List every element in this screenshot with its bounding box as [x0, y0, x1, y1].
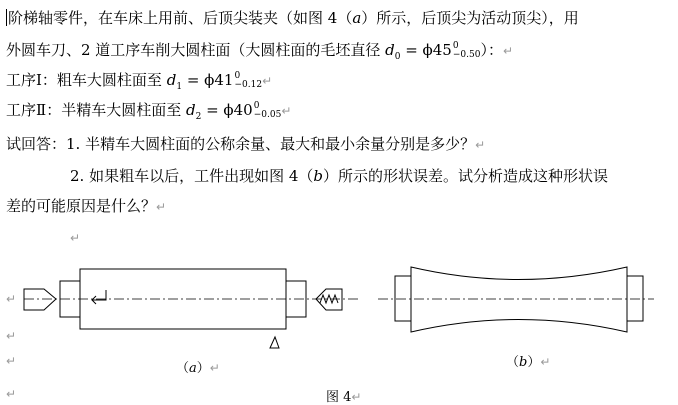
caption-b: （b）↵	[506, 355, 551, 370]
paragraph-mark: ↵	[475, 138, 486, 152]
question-2-part-c: ）所示的形状误差。试分析造成这种形状误	[323, 167, 609, 185]
var-d2: d	[185, 101, 196, 119]
tol-upper: 0	[253, 101, 260, 111]
rear-live-center	[316, 289, 342, 310]
op2-label: 工序Ⅱ：半精车大圆柱面至	[6, 101, 186, 119]
paragraph-mark: ↵	[6, 387, 17, 401]
question-2-part-a: 2. 如果粗车以后，工件出现如图 4（	[70, 167, 314, 185]
b-right-step	[627, 276, 643, 321]
paragraph-mark: ↵	[262, 74, 273, 88]
sub-0: 0	[394, 52, 401, 62]
paragraph-text-tail: ）所示，后顶尖为活动顶尖），用	[361, 9, 579, 27]
paragraph-mark: ↵	[502, 44, 514, 58]
op1-label: 工序Ⅰ：粗车大圆柱面至	[6, 71, 167, 89]
colon: ）：	[480, 41, 503, 59]
paragraph-mark: ↵	[156, 200, 167, 214]
paragraph-mark: ↵	[6, 292, 17, 306]
op2-value: = ϕ40	[201, 101, 253, 119]
var-d1: d	[166, 71, 177, 89]
paragraph-mark: ↵	[281, 104, 292, 118]
b-barrel-shape	[411, 267, 627, 332]
tol-upper: 0	[452, 41, 459, 51]
figure-ref-b: b	[313, 167, 324, 185]
tol-upper: 0	[234, 71, 241, 81]
tol-lower: −0.12	[234, 80, 263, 90]
figure-b-shaft	[395, 267, 643, 332]
var-d0: d	[385, 41, 395, 59]
paragraph-mark: ↵	[70, 231, 81, 245]
paragraph-mark: ↵	[6, 329, 17, 343]
question-2-end: 差的可能原因是什么？	[6, 197, 157, 215]
figure-a-shaft	[24, 269, 342, 348]
question-1: 试回答：1. 半精车大圆柱面的公称余量、最大和最小余量分别是多少？	[6, 135, 476, 153]
b-left-step	[395, 276, 411, 321]
sub-1: 1	[176, 82, 183, 92]
paragraph-mark: ↵	[6, 354, 17, 368]
figure-title: 图 4↵	[326, 390, 362, 405]
tol-lower: −0.50	[452, 50, 481, 60]
figure-ref-a: a	[352, 9, 362, 27]
paragraph-text: 阶梯轴零件，在车床上用前、后顶尖装夹（如图 4（	[8, 9, 353, 27]
lathe-tool-icon	[270, 337, 279, 348]
blank-diameter-value: = ϕ45	[400, 41, 452, 59]
front-center	[24, 289, 56, 310]
sub-2: 2	[195, 112, 202, 122]
paragraph-text-2: 外圆车刀、2 道工序车削大圆柱面（大圆柱面的毛坯直径	[6, 41, 386, 59]
caption-a: （a）↵	[176, 361, 220, 376]
op1-value: = ϕ41	[182, 71, 234, 89]
tol-lower: −0.05	[253, 110, 282, 120]
